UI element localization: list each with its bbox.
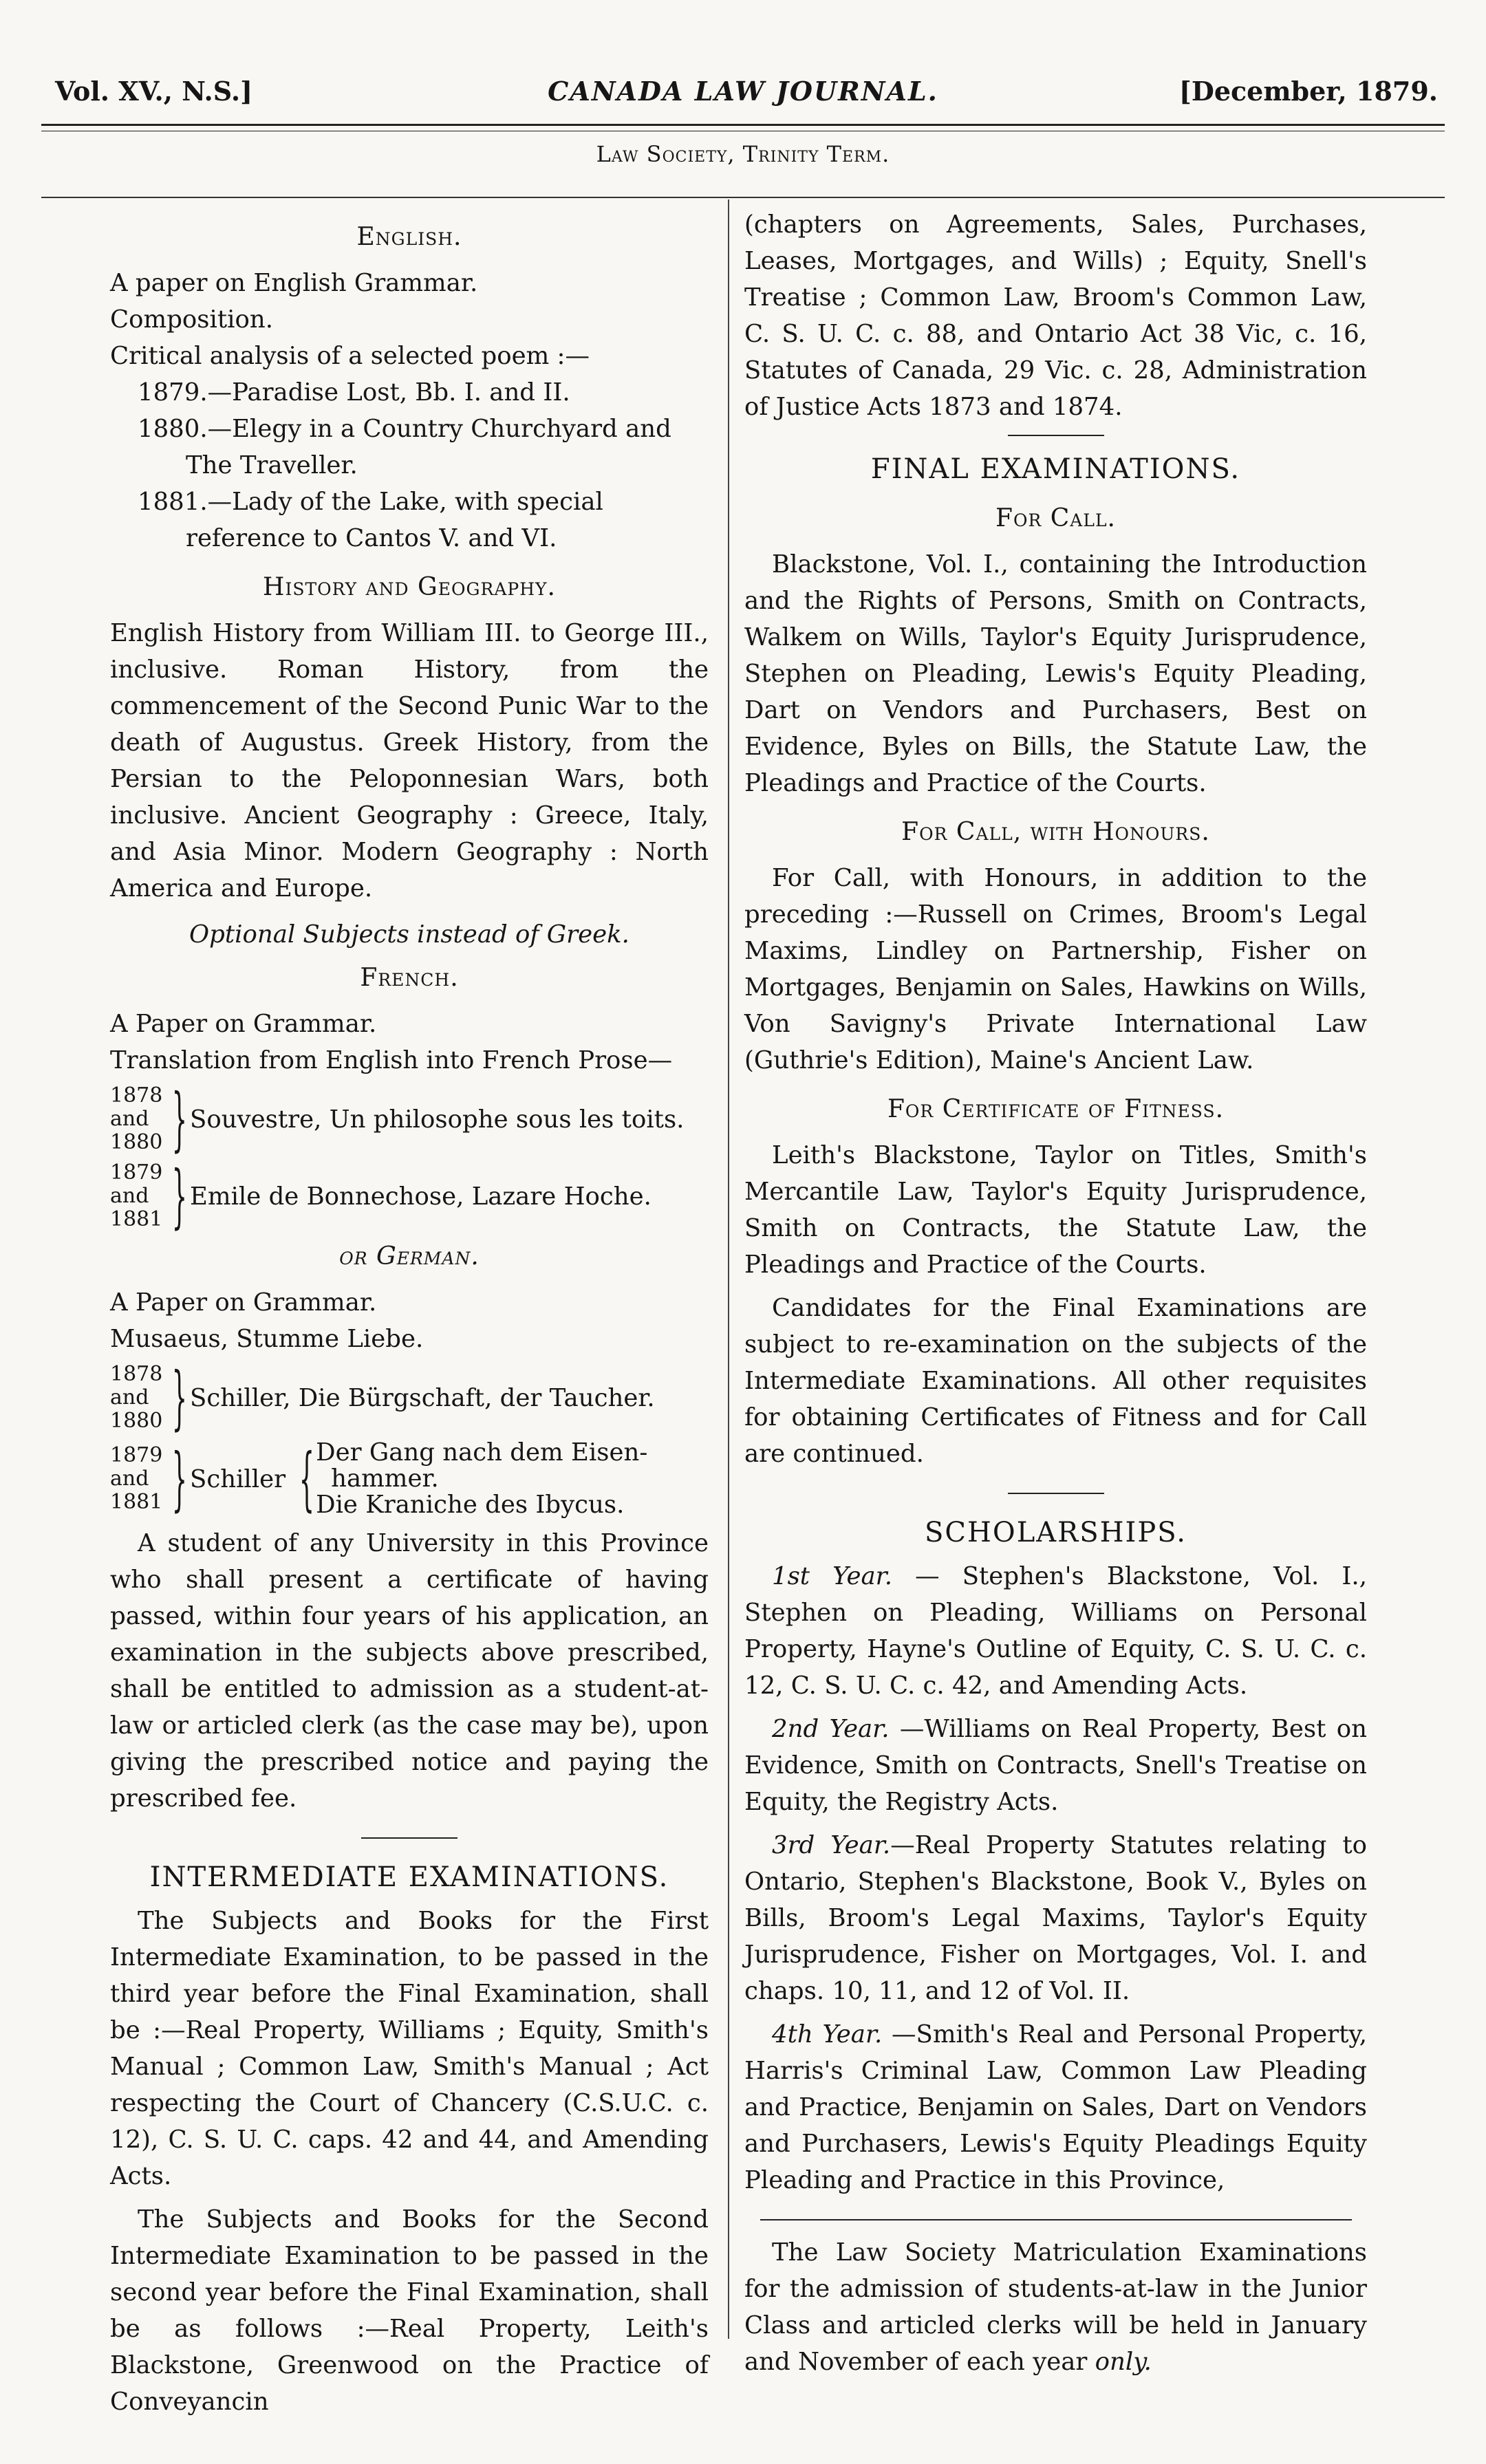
brace-glyph: }: [171, 1079, 188, 1159]
column-divider: [728, 199, 729, 2339]
poem-entry: 1880.—Elegy in a Country Churchyard and The Traveller.: [138, 415, 671, 479]
french-line: Translation from English into French Prose—: [110, 1046, 673, 1074]
scholarship-year: [744, 1558, 1367, 1704]
matriculation-paragraph: [744, 2234, 1367, 2380]
german-work: Der Gang nach dem Eisen-: [316, 1438, 648, 1467]
year-label: 1878: [110, 1362, 163, 1386]
right-column: [744, 206, 1367, 2387]
year-text: — Stephen's Blackstone, Vol. I., Stephen on Pleading, Williams on Personal Property, Hayne's Outline of Equity, C. S. U. C. c. 12, C. S. U. C. c. 42, and Amending Acts.: [744, 1562, 1368, 1700]
intermediate-paragraph: The Subjects and Books for the First Intermediate Examination, to be passed in the third year before the Final Examination, shall be :—Real Property, Williams ; Equity, Smith's Manual ; Common Law, Smith's Manual ; Act respecting the Court of Chancery (C.S.U.C. c. 12), C. S. U. C. caps. 42 and 44, and Amending Acts.: [110, 1907, 709, 2190]
german-text: Schiller, Die Bürgschaft, der Taucher.: [190, 1383, 655, 1412]
brace-open-glyph: {: [299, 1438, 315, 1519]
year-text: —Smith's Real and Personal Property, Harris's Criminal Law, Common Law Pleading and Practice, Benjamin on Sales, Dart on Vendors and Purchasers, Lewis's Equity Pleadings Equity Pleading and Practice in this Province,: [744, 2020, 1367, 2194]
scholarships-heading: SCHOLARSHIPS.: [925, 1517, 1187, 1548]
year-label: 1st Year.: [772, 1562, 893, 1590]
history-heading: History and Geography.: [263, 573, 556, 601]
matriculation-text: The Law Society Matriculation Examinations for the admission of students-at-law in the Junior Class and articled clerks will be held in January and November of each year: [744, 2238, 1367, 2376]
candidates-paragraph: Candidates for the Final Examinations are subject to re-examination on the subjects of the Intermediate Examinations. All other requisites for obtaining Certificates of Fitness and for Call are continued.: [744, 1294, 1367, 1468]
fitness-heading: For Certificate of Fitness.: [887, 1095, 1225, 1123]
running-head: Law Society, Trinity Term.: [596, 141, 890, 167]
french-heading: French.: [360, 964, 459, 992]
english-line: A paper on English Grammar.: [110, 269, 478, 297]
history-text: English History from William III. to George III., inclusive. Roman History, from the commencement of the Second Punic War to the death of Augustus. Greek History, from the Persian to the Peloponnesian Wars, both inclusive. Ancient Geography : Greece, Italy, and Asia Minor. Modern Geography : North America and Europe.: [110, 619, 709, 903]
year-text: —Williams on Real Property, Best on Evidence, Smith on Contracts, Snell's Treatise on Equity, the Registry Acts.: [744, 1715, 1367, 1816]
section-separator: [1008, 435, 1104, 436]
left-column: [110, 206, 709, 2427]
brace-glyph: }: [171, 1156, 188, 1236]
honours-paragraph: For Call, with Honours, in addition to the preceding :—Russell on Crimes, Broom's Legal Maxims, Lindley on Partnership, Fisher on Mortgages, Benjamin on Sales, Hawkins on Wills, Von Savigny's Private International Law (Guthrie's Edition), Maine's Ancient Law.: [744, 864, 1367, 1074]
continued-paragraph: (chapters on Agreements, Sales, Purchases, Leases, Mortgages, and Wills) ; Equity, Snell's Treatise ; Common Law, Broom's Common Law, C. S. U. C. c. 88, and Ontario Act 38 Vic, c. 16, Statutes of Canada, 29 Vic. c. 28, Administration of Justice Acts 1873 and 1874.: [744, 210, 1367, 421]
year-label: 1879: [110, 1443, 163, 1467]
year-label: 3rd Year.: [772, 1831, 891, 1859]
french-text: Emile de Bonnechose, Lazare Hoche.: [190, 1182, 652, 1211]
scholarship-year: [744, 2016, 1367, 2198]
section-separator: [760, 2219, 1352, 2220]
german-text-1879: [110, 1440, 709, 1518]
fitness-paragraph: Leith's Blackstone, Taylor on Titles, Smith's Mercantile Law, Taylor's Equity Jurisprudence, Smith on Contracts, the Statute Law, the Pleadings and Practice of the Courts.: [744, 1141, 1367, 1279]
running-head-rule: [41, 197, 1445, 198]
scholarship-year: [744, 1711, 1367, 1820]
french-text-1878: [110, 1079, 709, 1159]
english-heading: English.: [356, 223, 462, 251]
german-heading: or German.: [339, 1242, 480, 1271]
brace-glyph: }: [171, 1357, 188, 1438]
year-label: and: [110, 1467, 149, 1491]
year-label: 4th Year.: [772, 2020, 883, 2049]
journal-title: CANADA LAW JOURNAL.: [548, 76, 938, 107]
volume-label: Vol. XV., N.S.]: [55, 76, 253, 107]
section-separator: [1008, 1493, 1104, 1494]
year-label: 1880: [110, 1130, 163, 1154]
german-text-1878: [110, 1357, 709, 1438]
issue-date: [December, 1879.: [1178, 76, 1438, 107]
intermediate-paragraph: The Subjects and Books for the Second Intermediate Examination to be passed in the second year before the Final Examination, shall be as follows :—Real Property, Leith's Blackstone, Greenwood on the Practice of Conveyancin: [110, 2205, 709, 2416]
year-text: —Real Property Statutes relating to Ontario, Stephen's Blackstone, Book V., Byles on Bills, Broom's Legal Maxims, Taylor's Equity Jurisprudence, Fisher on Mortgages, Vol. I. and chaps. 10, 11, and 12 of Vol. II.: [744, 1831, 1367, 2005]
for-call-heading: For Call.: [995, 504, 1116, 532]
year-label: 2nd Year.: [772, 1715, 890, 1743]
year-label: 1880: [110, 1409, 163, 1433]
header-rule: [41, 124, 1445, 126]
for-call-paragraph: Blackstone, Vol. I., containing the Introduction and the Rights of Persons, Smith on Contracts, Walkem on Wills, Taylor's Equity Jurisprudence, Stephen on Pleading, Lewis's Equity Pleading, Dart on Vendors and Purchasers, Best on Evidence, Byles on Bills, the Statute Law, the Pleadings and Practice of the Courts.: [744, 550, 1367, 797]
year-label: and: [110, 1184, 149, 1208]
year-label: 1879: [110, 1160, 163, 1185]
optional-subjects-heading: Optional Subjects instead of Greek.: [189, 920, 629, 949]
poem-entry: 1879.—Paradise Lost, Bb. I. and II.: [138, 378, 570, 407]
final-heading: FINAL EXAMINATIONS.: [870, 453, 1241, 485]
german-author: Schiller: [190, 1465, 286, 1493]
brace-glyph: }: [171, 1438, 188, 1519]
year-label: 1881: [110, 1207, 163, 1231]
year-label: 1881: [110, 1490, 163, 1514]
scholarship-year: [744, 1827, 1367, 2009]
matriculation-emphasis: only.: [1095, 2348, 1152, 2376]
french-line: A Paper on Grammar.: [110, 1010, 377, 1038]
intermediate-heading: INTERMEDIATE EXAMINATIONS.: [149, 1861, 669, 1893]
french-text: Souvestre, Un philosophe sous les toits.: [190, 1105, 685, 1134]
german-work: hammer.: [331, 1465, 439, 1493]
honours-heading: For Call, with Honours.: [901, 818, 1210, 846]
student-paragraph: A student of any University in this Province who shall present a certificate of having passed, within four years of his application, an examination in the subjects above prescribed, shall be entitled to admission as a student-at-law or articled clerk (as the case may be), upon giving the prescribed notice and paying the prescribed fee.: [110, 1529, 709, 1813]
year-label: and: [110, 1107, 149, 1131]
english-line: Composition.: [110, 305, 274, 334]
year-label: 1878: [110, 1083, 163, 1107]
german-line: Musaeus, Stumme Liebe.: [110, 1325, 424, 1353]
german-work: Die Kraniche des Ibycus.: [316, 1491, 625, 1519]
page-header: [41, 69, 1445, 124]
german-line: A Paper on Grammar.: [110, 1288, 377, 1317]
english-line: Critical analysis of a selected poem :—: [110, 342, 590, 370]
year-label: and: [110, 1385, 149, 1409]
french-text-1879: [110, 1156, 709, 1236]
section-separator: [361, 1837, 457, 1839]
poem-entry: 1881.—Lady of the Lake, with special reference to Cantos V. and VI.: [138, 488, 603, 552]
